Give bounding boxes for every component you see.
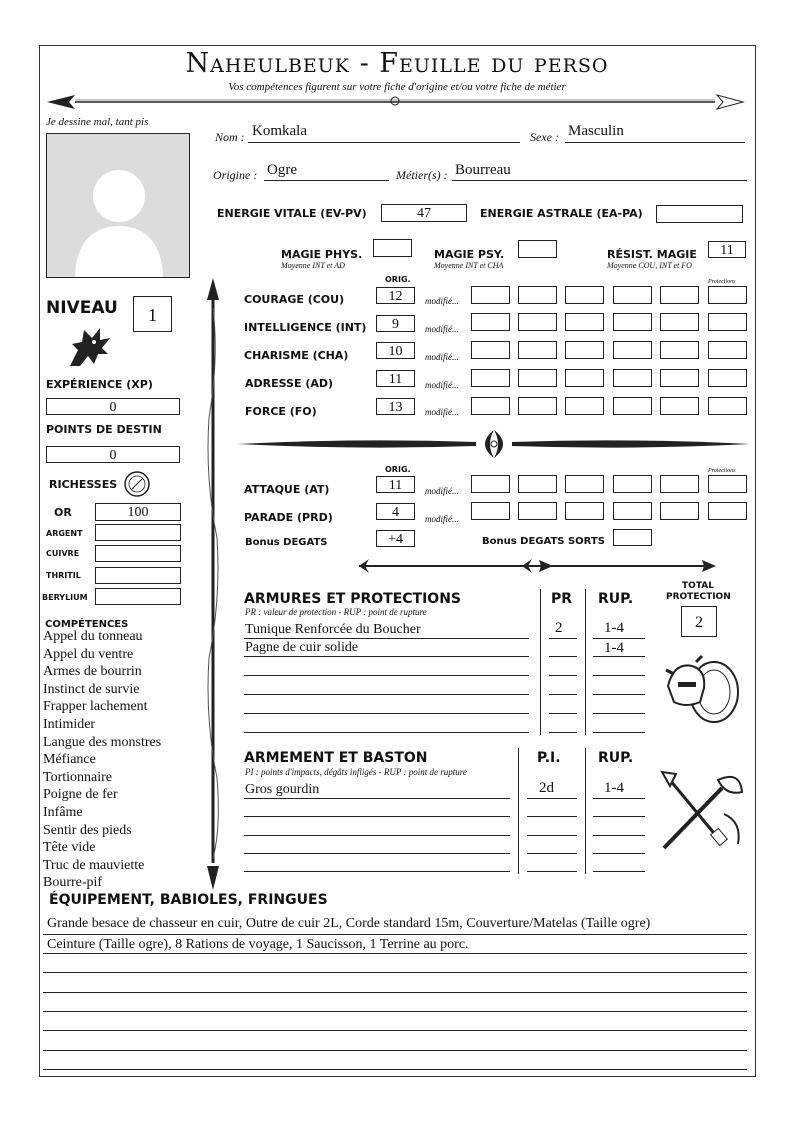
nom-value[interactable]: Komkala: [252, 123, 307, 139]
charisme-label: CHARISME (CHA): [244, 349, 349, 362]
row-line: [549, 694, 577, 695]
modif-box[interactable]: [613, 286, 652, 304]
total-protection-label: TOTAL PROTECTION: [666, 581, 731, 602]
modif-box[interactable]: [613, 502, 652, 520]
resist-magie-field[interactable]: 11: [708, 241, 746, 258]
argent-field[interactable]: [95, 524, 181, 541]
row-line: [593, 732, 645, 733]
origine-underline: [264, 180, 389, 181]
thritil-label: THRITIL: [46, 571, 81, 580]
adresse-label: ADRESSE (AD): [245, 377, 334, 390]
parade-modifie-label: modifié...: [425, 514, 459, 524]
coin-icon: [123, 470, 151, 498]
row-line: [244, 835, 510, 836]
armures-title: ARMURES ET PROTECTIONS: [244, 591, 461, 607]
row-line: [43, 992, 747, 993]
row-line: [244, 713, 529, 714]
ornament-divider-icon: [236, 428, 752, 460]
row-line: [593, 798, 645, 799]
courage-label: COURAGE (COU): [244, 293, 345, 306]
portrait-placeholder-icon: [47, 134, 190, 278]
bonus-degats-label: Bonus DEGATS: [245, 537, 328, 548]
equipement-title: ÉQUIPEMENT, BABIOLES, FRINGUES: [49, 892, 328, 908]
row-line: [549, 713, 577, 714]
row-line: [244, 638, 529, 639]
bonus-degats-sorts-label: Bonus DEGATS SORTS: [482, 536, 605, 547]
orig-label-2: ORIG.: [385, 465, 411, 474]
row-line: [244, 798, 510, 799]
ev-label: ENERGIE VITALE (EV-PV): [217, 207, 367, 220]
resist-magie-note: Moyenne COU, INT et FO: [607, 261, 692, 270]
dragon-icon: [64, 320, 114, 370]
armures-col-divider: [540, 589, 541, 735]
or-field[interactable]: 100: [95, 503, 181, 521]
modif-box[interactable]: [660, 313, 699, 331]
origine-value[interactable]: Ogre: [267, 162, 297, 178]
modif-box[interactable]: [613, 397, 652, 415]
row-line: [527, 835, 577, 836]
row-line: [549, 732, 577, 733]
parade-field[interactable]: 4: [376, 503, 415, 520]
sexe-label: Sexe :: [530, 130, 559, 144]
arme-pi[interactable]: 2d: [539, 780, 554, 796]
row-line: [43, 953, 747, 954]
modif-box[interactable]: [471, 502, 510, 520]
metier-underline: [452, 180, 747, 181]
armures-col-divider: [585, 589, 586, 735]
charisme-field[interactable]: 10: [376, 342, 415, 359]
row-line: [593, 835, 645, 836]
intelligence-label: INTELLIGENCE (INT): [244, 321, 367, 334]
arme-rup[interactable]: 1-4: [604, 780, 624, 796]
attaque-field[interactable]: 11: [376, 476, 415, 493]
intelligence-modifie-label: modifié...: [425, 324, 459, 334]
modif-box[interactable]: [518, 341, 557, 359]
spear-divider-icon: [203, 278, 223, 890]
berylium-field[interactable]: [95, 588, 181, 605]
ea-field[interactable]: [656, 205, 743, 223]
magie-psy-field[interactable]: [518, 240, 557, 258]
competences-label: COMPÉTENCES: [45, 619, 129, 630]
protection-box[interactable]: [708, 502, 747, 520]
competence-item: Tortionnaire: [43, 769, 112, 785]
modif-box[interactable]: [518, 475, 557, 493]
competence-item: Méfiance: [43, 752, 96, 768]
modif-box[interactable]: [518, 502, 557, 520]
armement-col-divider: [518, 748, 519, 874]
modif-box[interactable]: [565, 369, 604, 387]
armement-col-divider: [585, 748, 586, 874]
armure-rup[interactable]: 1-4: [604, 620, 624, 636]
row-line: [527, 871, 577, 872]
page-title: Naheulbeuk - Feuille du perso: [185, 48, 609, 79]
armure-name[interactable]: Tunique Renforcée du Boucher: [245, 622, 421, 637]
row-line: [593, 694, 645, 695]
pi-header: P.I.: [537, 750, 561, 766]
courage-modifie-label: modifié...: [425, 296, 459, 306]
arme-name[interactable]: Gros gourdin: [245, 782, 320, 797]
row-line: [593, 638, 645, 639]
courage-field[interactable]: 12: [376, 287, 415, 304]
magie-phys-note: Moyenne INT et AD: [281, 261, 345, 270]
modif-box[interactable]: [471, 341, 510, 359]
row-line: [593, 656, 645, 657]
row-line: [549, 675, 577, 676]
row-line: [593, 675, 645, 676]
origine-label: Origine :: [213, 168, 258, 182]
row-line: [527, 853, 577, 854]
modif-box[interactable]: [613, 475, 652, 493]
portrait-frame[interactable]: [46, 133, 190, 278]
competence-item: Poigne de fer: [43, 787, 118, 803]
magie-psy-note: Moyenne INT et CHA: [434, 261, 504, 270]
header-ornament-arrow: [45, 92, 745, 112]
modif-box[interactable]: [565, 475, 604, 493]
modif-box[interactable]: [518, 369, 557, 387]
modif-box[interactable]: [660, 502, 699, 520]
sexe-underline: [565, 142, 745, 143]
row-line: [43, 972, 747, 973]
competence-item: Frapper lachement: [43, 699, 148, 715]
adresse-modifie-label: modifié...: [425, 380, 459, 390]
competence-item: Appel du tonneau: [43, 629, 143, 644]
force-modifie-label: modifié...: [425, 407, 459, 417]
armure-rup[interactable]: 1-4: [604, 640, 624, 656]
destin-field[interactable]: 0: [46, 446, 180, 463]
armure-pr[interactable]: 2: [555, 620, 563, 636]
thritil-field[interactable]: [95, 567, 181, 584]
experience-field[interactable]: 0: [46, 398, 180, 415]
modif-box[interactable]: [565, 502, 604, 520]
modif-box[interactable]: [565, 286, 604, 304]
modif-box[interactable]: [660, 369, 699, 387]
protection-box[interactable]: [708, 313, 747, 331]
modif-box[interactable]: [660, 475, 699, 493]
armures-note: PR : valeur de protection - RUP : point de rupture: [245, 607, 427, 617]
modif-box[interactable]: [471, 286, 510, 304]
competence-item: Appel du ventre: [43, 646, 134, 662]
experience-label: EXPÉRIENCE (XP): [46, 378, 153, 391]
ev-field[interactable]: 47: [381, 204, 467, 222]
row-line: [593, 816, 645, 817]
competence-item: Instinct de survie: [43, 681, 140, 697]
attaque-label: ATTAQUE (AT): [244, 483, 330, 496]
row-line: [43, 1069, 747, 1070]
protection-box[interactable]: [708, 369, 747, 387]
competence-item: Intimider: [43, 716, 96, 732]
competences-list: [43, 628, 161, 892]
row-line: [593, 853, 645, 854]
protection-box[interactable]: [708, 397, 747, 415]
protections-label-1: Protections: [708, 279, 736, 285]
intelligence-field[interactable]: 9: [376, 315, 415, 332]
modif-box[interactable]: [471, 369, 510, 387]
competence-item: Langue des monstres: [43, 734, 162, 750]
orig-label-1: ORIG.: [385, 275, 411, 284]
row-line: [244, 694, 529, 695]
metier-label: Métier(s) :: [396, 168, 448, 182]
destin-label: POINTS DE DESTIN: [46, 423, 162, 436]
weapons-icon: [656, 766, 748, 856]
equipement-line[interactable]: Grande besace de chasseur en cuir, Outre de cuir 2L, Corde standard 15m, Couverture/Matelas (Taille ogre): [47, 916, 651, 931]
protection-box[interactable]: [708, 341, 747, 359]
nom-underline: [248, 142, 520, 143]
modif-box[interactable]: [565, 397, 604, 415]
or-label: OR: [54, 506, 72, 519]
row-line: [43, 934, 747, 935]
modif-box[interactable]: [565, 313, 604, 331]
modif-box[interactable]: [613, 341, 652, 359]
protections-label-2: Protections: [708, 468, 736, 474]
row-line: [527, 798, 577, 799]
row-line: [43, 1050, 747, 1051]
niveau-field[interactable]: 1: [133, 296, 172, 332]
row-line: [244, 675, 529, 676]
row-line: [244, 732, 529, 733]
armures-rup-header: RUP.: [598, 591, 634, 607]
competence-item: Armes de bourrin: [43, 664, 142, 680]
protection-box[interactable]: [708, 475, 747, 493]
force-label: FORCE (FO): [245, 405, 317, 418]
competence-item: Infâme: [43, 804, 83, 820]
modif-box[interactable]: [518, 313, 557, 331]
niveau-label: NIVEAU: [46, 298, 118, 318]
modif-box[interactable]: [613, 313, 652, 331]
row-line: [244, 656, 529, 657]
row-line: [549, 656, 577, 657]
ea-label: ENERGIE ASTRALE (EA-PA): [480, 207, 643, 220]
cuivre-label: CUIVRE: [46, 549, 80, 558]
modif-box[interactable]: [518, 397, 557, 415]
modif-box[interactable]: [660, 341, 699, 359]
adresse-field[interactable]: 11: [376, 370, 415, 387]
magie-phys-label: MAGIE PHYS.: [281, 248, 363, 261]
row-line: [244, 816, 510, 817]
metier-value[interactable]: Bourreau: [455, 162, 511, 178]
nom-label: Nom :: [215, 130, 245, 144]
competence-item: Sentir des pieds: [43, 822, 132, 838]
resist-magie-label: RÉSIST. MAGIE: [607, 248, 697, 261]
row-line: [593, 871, 645, 872]
helmet-shield-icon: [660, 652, 742, 728]
armement-rup-header: RUP.: [598, 750, 634, 766]
magie-psy-label: MAGIE PSY.: [434, 248, 505, 261]
modif-box[interactable]: [613, 369, 652, 387]
row-line: [527, 816, 577, 817]
armure-name[interactable]: Pagne de cuir solide: [245, 640, 359, 655]
row-line: [549, 638, 577, 639]
bonus-degats-field[interactable]: +4: [376, 530, 415, 547]
row-line: [244, 853, 510, 854]
modif-box[interactable]: [518, 286, 557, 304]
cuivre-field[interactable]: [95, 545, 181, 562]
charisme-modifie-label: modifié...: [425, 352, 459, 362]
competence-item: Truc de mauviette: [43, 857, 145, 873]
richesses-label: RICHESSES: [49, 478, 118, 491]
armement-note: PI : points d'impacts, dégâts infligés - RUP : point de rupture: [245, 767, 467, 777]
row-line: [43, 1011, 747, 1012]
berylium-label: BERYLIUM: [42, 593, 88, 602]
attaque-modifie-label: modifié...: [425, 486, 459, 496]
page-subtitle: Vos compétences figurent sur votre fiche d'origine et/ou votre fiche de métier: [228, 81, 566, 93]
modif-box[interactable]: [471, 397, 510, 415]
modif-box[interactable]: [565, 341, 604, 359]
protection-box[interactable]: [708, 286, 747, 304]
equipement-line[interactable]: Ceinture (Taille ogre), 8 Rations de voyage, 1 Saucisson, 1 Terrine au porc.: [47, 937, 469, 952]
row-line: [593, 713, 645, 714]
competence-item: Tête vide: [43, 840, 96, 856]
bonus-degats-sorts-field[interactable]: [613, 529, 652, 546]
sexe-value[interactable]: Masculin: [568, 123, 624, 139]
modif-box[interactable]: [471, 313, 510, 331]
portrait-caption: Je dessine mal, tant pis: [46, 116, 149, 128]
total-protection-field[interactable]: 2: [681, 606, 717, 637]
armement-title: ARMEMENT ET BASTON: [244, 750, 428, 766]
modif-box[interactable]: [660, 397, 699, 415]
argent-label: ARGENT: [46, 529, 83, 538]
arrow-icon: [518, 557, 718, 575]
magie-phys-field[interactable]: [373, 239, 412, 257]
force-field[interactable]: 13: [376, 398, 415, 415]
row-line: [43, 1030, 747, 1031]
parade-label: PARADE (PRD): [244, 511, 333, 524]
competence-item: Bourre-pif: [43, 875, 103, 891]
modif-box[interactable]: [471, 475, 510, 493]
modif-box[interactable]: [660, 286, 699, 304]
pr-header: PR: [551, 591, 573, 607]
row-line: [244, 871, 510, 872]
